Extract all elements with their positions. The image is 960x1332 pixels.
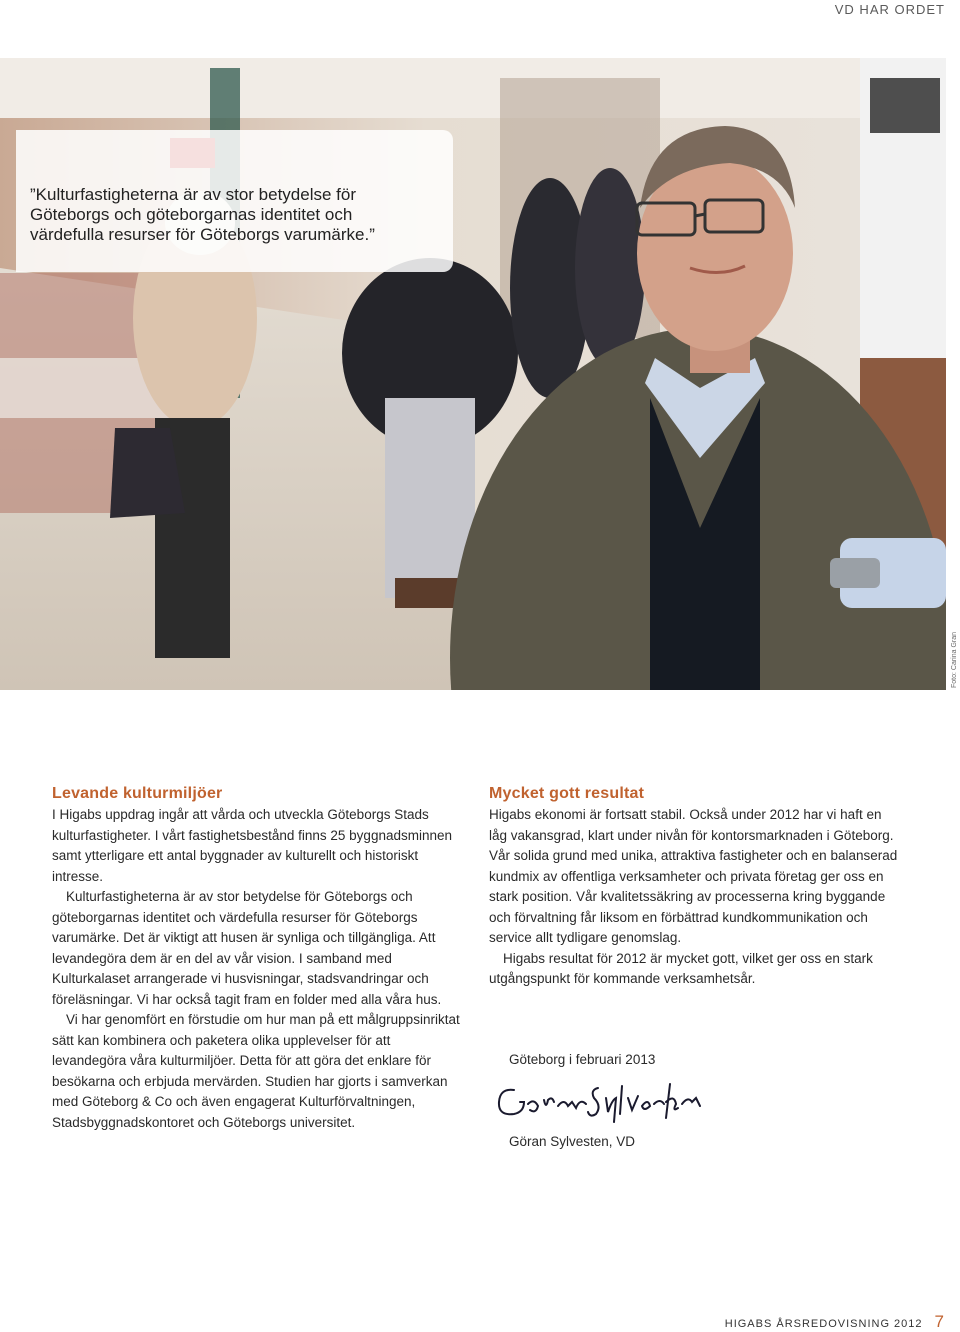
right-column: [489, 784, 899, 990]
photo-credit: Foto: Carina Gran: [951, 631, 958, 688]
section-heading-culture: Levande kulturmiljöer: [52, 785, 223, 802]
pull-quote: ”Kulturfastigheterna är av stor betydelse för Göteborgs och göteborgarnas identitet och värdefulla resurser för Göteborgs varumärke.”: [30, 185, 375, 244]
page-footer: [725, 1312, 944, 1332]
body-paragraph: Higabs resultat för 2012 är mycket gott, vilket ger oss en stark utgångspunkt för kommande verksamhetsår.: [489, 950, 873, 986]
body-paragraph: Kulturfastigheterna är av stor betydelse för Göteborgs och göteborgarnas identitet och värdefulla resurser för Göteborgs varumärke. Det är viktigt att husen är synliga och tillgängliga. Att levandegöra dem är en del av vår vision. I samband med Kulturkalaset arrangerade vi husvisningar, stadsvandringar och föreläsningar. Vi har också tagit fram en folder med alla våra hus.: [52, 889, 442, 1007]
page-number: 7: [934, 1312, 944, 1331]
section-label: VD HAR ORDET: [834, 2, 945, 17]
signoff-name-title: Göran Sylvesten, VD: [509, 1134, 636, 1149]
body-paragraph: I Higabs uppdrag ingår att vårda och utveckla Göteborgs Stads kulturfastigheter. I vårt fastighetsbestånd finns 25 byggnadsminnen samt ytterligare ett antal byggnader av kulturellt och historiskt intresse.: [52, 807, 452, 884]
signoff-place-date: Göteborg i februari 2013: [509, 1052, 656, 1067]
body-paragraph: Higabs ekonomi är fortsatt stabil. Också under 2012 har vi haft en låg vakansgrad, klart under nivån för kontorsmarknaden i Göteborg. Vår solida grund med unika, attraktiva fastigheter och en balanserad kundmix av offentliga verksamheter och privata företag ger oss en stark position. Vår kvalitetssäkring av processerna kring byggande och förvaltning får liksom en förbättrad kundkommunikation och service allt tydligare genomslag.: [489, 807, 898, 945]
left-column: [52, 784, 462, 1133]
section-heading-result: Mycket gott resultat: [489, 785, 645, 802]
body-paragraph: Vi har genomfört en förstudie om hur man på ett målgruppsinriktat sätt kan kombinera och paketera olika upplevelser för att levandegöra våra kulturmiljöer. Detta för att göra det enklare för besökarna och erbjuda mervärden. Studien har gjorts i samverkan med Göteborg & Co och även engagerat Kulturförvaltningen, Stadsbyggnadskontoret och Göteborgs universitet.: [52, 1012, 460, 1130]
handwritten-signature: [494, 1078, 714, 1130]
report-title: HIGABS ÅRSREDOVISNING 2012: [724, 1318, 923, 1330]
